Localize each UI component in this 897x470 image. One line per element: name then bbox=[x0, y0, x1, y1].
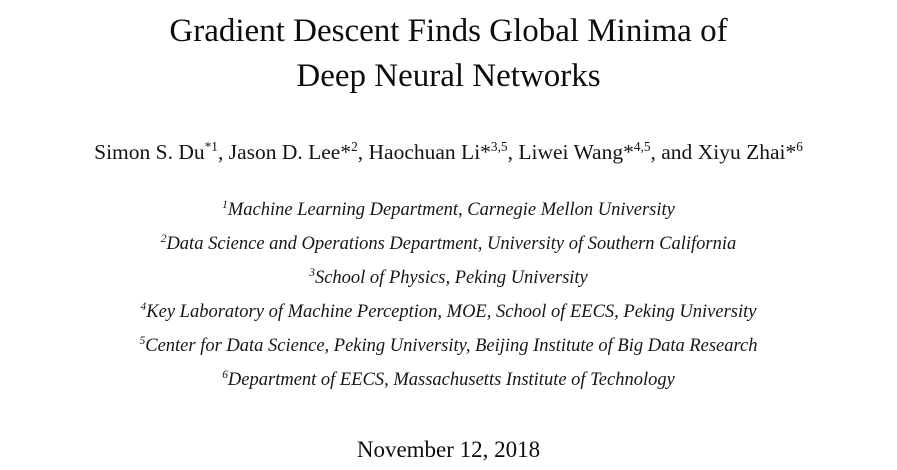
affiliation-line bbox=[0, 363, 897, 397]
author-separator: , bbox=[217, 140, 229, 164]
author-star: * bbox=[623, 140, 634, 164]
paper-title bbox=[0, 0, 897, 99]
author bbox=[369, 140, 519, 164]
affiliation-number: 5 bbox=[139, 334, 146, 347]
publication-date: November 12, 2018 bbox=[356, 437, 541, 462]
author-star: * bbox=[785, 140, 797, 164]
author-superscript: 3,5 bbox=[490, 138, 508, 154]
affiliation-line bbox=[0, 227, 897, 261]
author-superscript: 2 bbox=[351, 138, 358, 154]
author-line bbox=[0, 137, 897, 167]
affiliation-line bbox=[0, 329, 897, 363]
affiliation-number: 2 bbox=[160, 232, 167, 245]
affiliation-text: Department of EECS, Massachusetts Institute of Technology bbox=[227, 370, 675, 390]
author bbox=[698, 140, 803, 164]
paper-title-line-1: Gradient Descent Finds Global Minima of bbox=[169, 13, 728, 49]
affiliation-text: School of Physics, Peking University bbox=[314, 268, 588, 288]
author-name: Liwei Wang bbox=[518, 140, 624, 164]
author-separator: , and bbox=[650, 140, 698, 164]
affiliation-number: 4 bbox=[140, 300, 147, 313]
affiliation-text: Center for Data Science, Peking University, Beijing Institute of Big Data Research bbox=[145, 336, 758, 356]
author-name: Haochuan Li bbox=[368, 140, 481, 164]
affiliation-line bbox=[0, 295, 897, 329]
affiliation-list bbox=[0, 193, 897, 397]
author bbox=[94, 140, 229, 164]
affiliation-text: Key Laboratory of Machine Perception, MOE, School of EECS, Peking University bbox=[146, 302, 757, 322]
author bbox=[518, 140, 697, 164]
author-name: Simon S. Du bbox=[94, 140, 205, 164]
affiliation-number: 1 bbox=[222, 198, 228, 211]
author-separator: , bbox=[507, 140, 519, 164]
affiliation-text: Machine Learning Department, Carnegie Mellon University bbox=[227, 200, 675, 220]
affiliation-line bbox=[0, 261, 897, 295]
paper-title-line-2: Deep Neural Networks bbox=[296, 58, 601, 94]
author-star: * bbox=[480, 140, 491, 164]
author bbox=[229, 140, 369, 164]
author-star: * bbox=[340, 140, 352, 164]
author-superscript: *1 bbox=[204, 138, 218, 154]
affiliation-text: Data Science and Operations Department, University of Southern California bbox=[166, 234, 737, 254]
affiliation-number: 6 bbox=[222, 368, 228, 381]
author-separator: , bbox=[357, 140, 369, 164]
affiliation-number: 3 bbox=[309, 266, 315, 279]
affiliation-line bbox=[0, 193, 897, 227]
author-superscript: 4,5 bbox=[633, 138, 651, 154]
author-name: Xiyu Zhai bbox=[697, 140, 786, 164]
author-superscript: 6 bbox=[796, 138, 803, 154]
author-name: Jason D. Lee bbox=[228, 140, 341, 164]
